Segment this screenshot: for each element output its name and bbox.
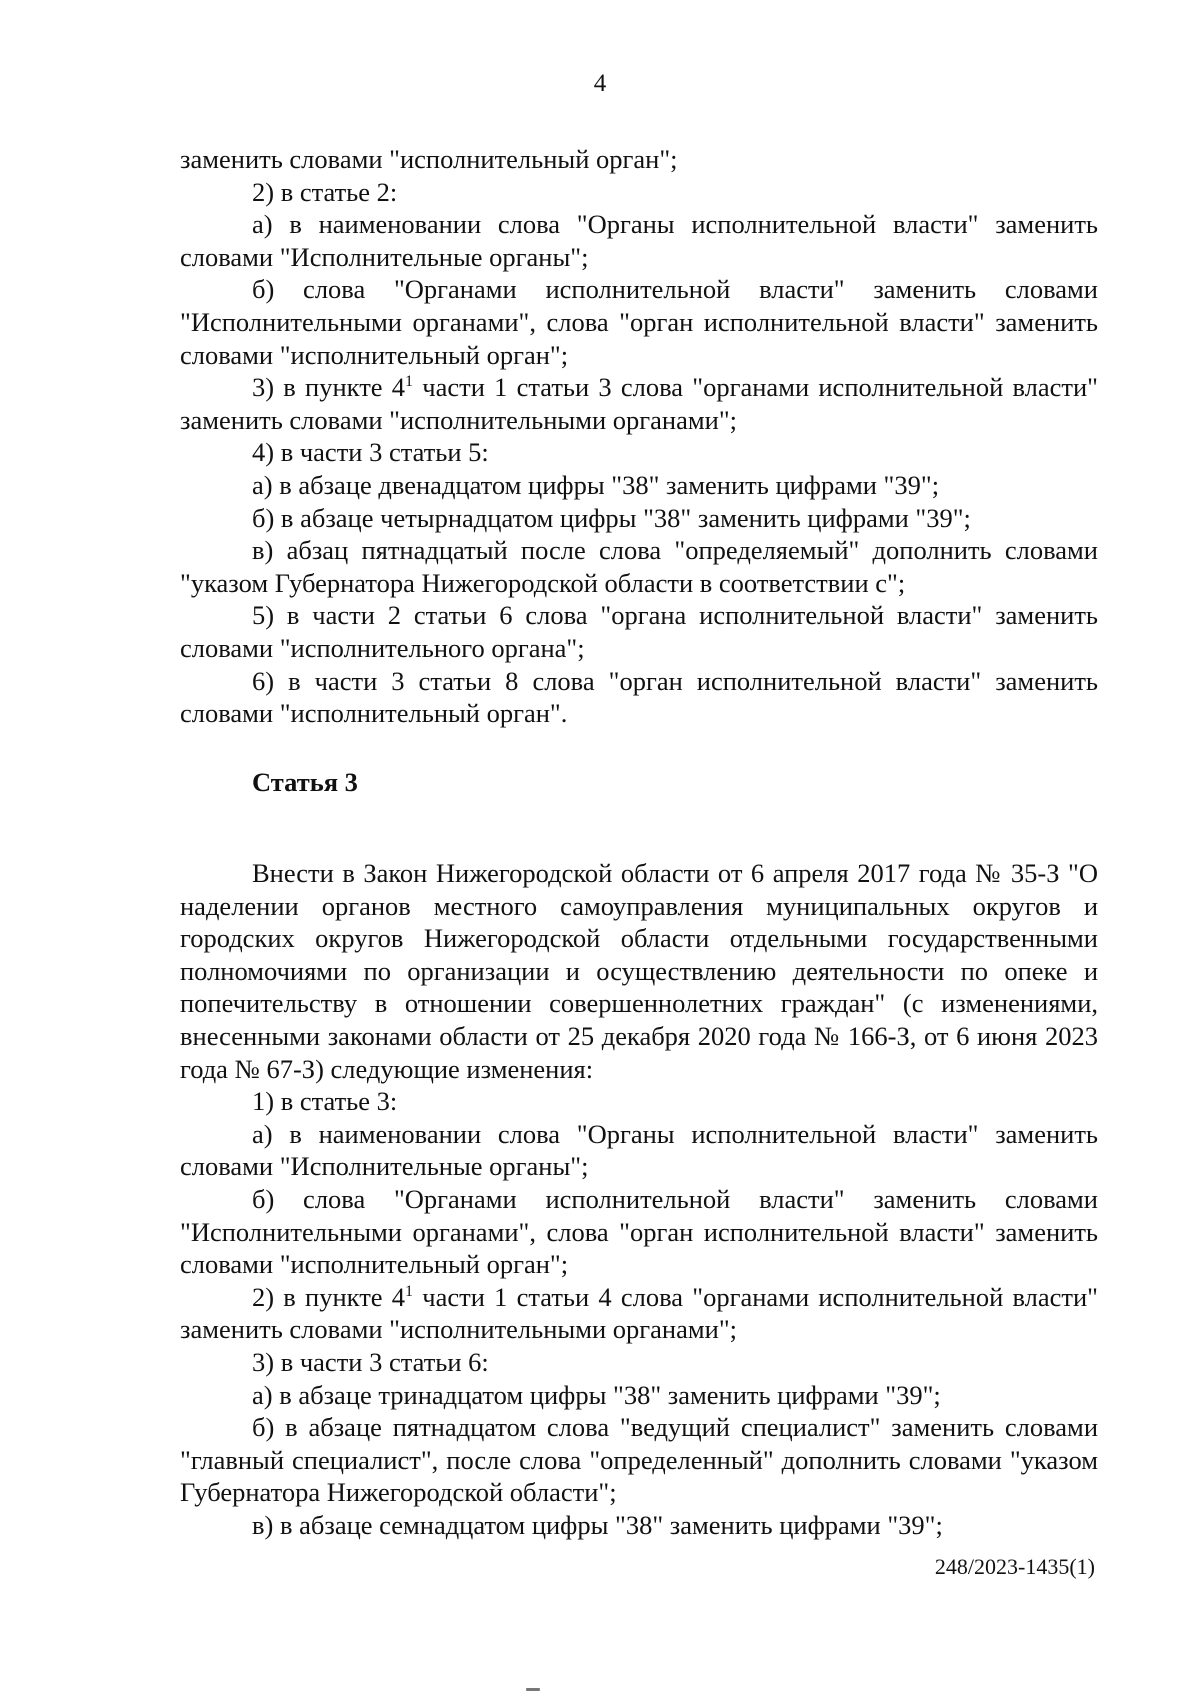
amendments-article-2-continued [180,143,1098,730]
paragraph: а) в абзаце двенадцатом цифры "38" заменить цифрами "39"; [252,469,940,500]
paragraph: 4) в части 3 статьи 5: [252,437,489,468]
article-heading: Статья 3 [252,767,358,797]
paragraph-text-start: 2) в пункте 4 [252,1281,406,1312]
paragraph: б) слова "Органами исполнительной власти" заменить словами "Исполнительными органами", слова "орган исполнительной власти" заменить словами "исполнительный орган"; [180,1183,1098,1280]
paragraph: б) в абзаце пятнадцатом слова "ведущий специалист" заменить словами "главный специалист", после слова "определенный" дополнить словами "указом Губернатора Нижегородской области"; [180,1412,1098,1508]
paragraph: а) в наименовании слова "Органы исполнительной власти" заменить словами "Исполнительные органы"; [180,209,1098,272]
paragraph: в) абзац пятнадцатый после слова "определяемый" дополнить словами "указом Губернатора Нижегородской области в соответствии с"; [180,535,1098,598]
paragraph: Внести в Закон Нижегородской области от 6 апреля 2017 года № 35-З "О наделении органов местного самоуправления муниципальных округов и городских округов Нижегородской области отдельными государственными полномочиями по организации и осуществлению деятельности по опеке и попечительству в отношении совершеннолетних граждан" (с изменениями, внесенными законами области от 25 декабря 2020 года № 166-З, от 6 июня 2023 года № 67-З) следующие изменения: [180,858,1098,1084]
scan-artifact [526,1688,540,1691]
superscript-index: 1 [405,1282,414,1300]
superscript-index: 1 [405,373,414,391]
paragraph: б) в абзаце четырнадцатом цифры "38" заменить цифрами "39"; [252,502,971,533]
paragraph: 5) в части 2 статьи 6 слова "органа исполнительной власти" заменить словами "исполнительного органа"; [180,600,1098,663]
paragraph-text-start: 3) в пункте 4 [252,372,406,403]
paragraph-text-end: части 1 статьи 3 слова "органами исполнительной власти" заменить словами "исполнительными органами"; [180,372,1098,435]
page-number: 4 [593,70,607,97]
paragraph [180,371,1098,436]
document-code: 248/2023-1435(1) [934,1554,1095,1579]
paragraph: 2) в статье 2: [252,176,398,207]
article-3-body [180,857,1098,1541]
paragraph: заменить словами "исполнительный орган"; [180,144,678,174]
paragraph: б) слова "Органами исполнительной власти" заменить словами "Исполнительными органами", слова "орган исполнительной власти" заменить словами "исполнительный орган"; [180,274,1098,370]
paragraph: 6) в части 3 статьи 8 слова "орган исполнительной власти" заменить словами "исполнительный орган". [180,665,1098,729]
paragraph-text-end: части 1 статьи 4 слова "органами исполнительной власти" заменить словами "исполнительными органами"; [180,1281,1098,1345]
paragraph: 1) в статье 3: [252,1086,398,1117]
paragraph: 3) в части 3 статьи 6: [252,1346,489,1377]
paragraph: а) в абзаце тринадцатом цифры "38" заменить цифрами "39"; [252,1379,941,1410]
paragraph: а) в наименовании слова "Органы исполнительной власти" заменить словами "Исполнительные органы"; [180,1118,1098,1182]
paragraph [180,1281,1098,1346]
paragraph: в) в абзаце семнадцатом цифры "38" заменить цифрами "39"; [252,1509,943,1540]
